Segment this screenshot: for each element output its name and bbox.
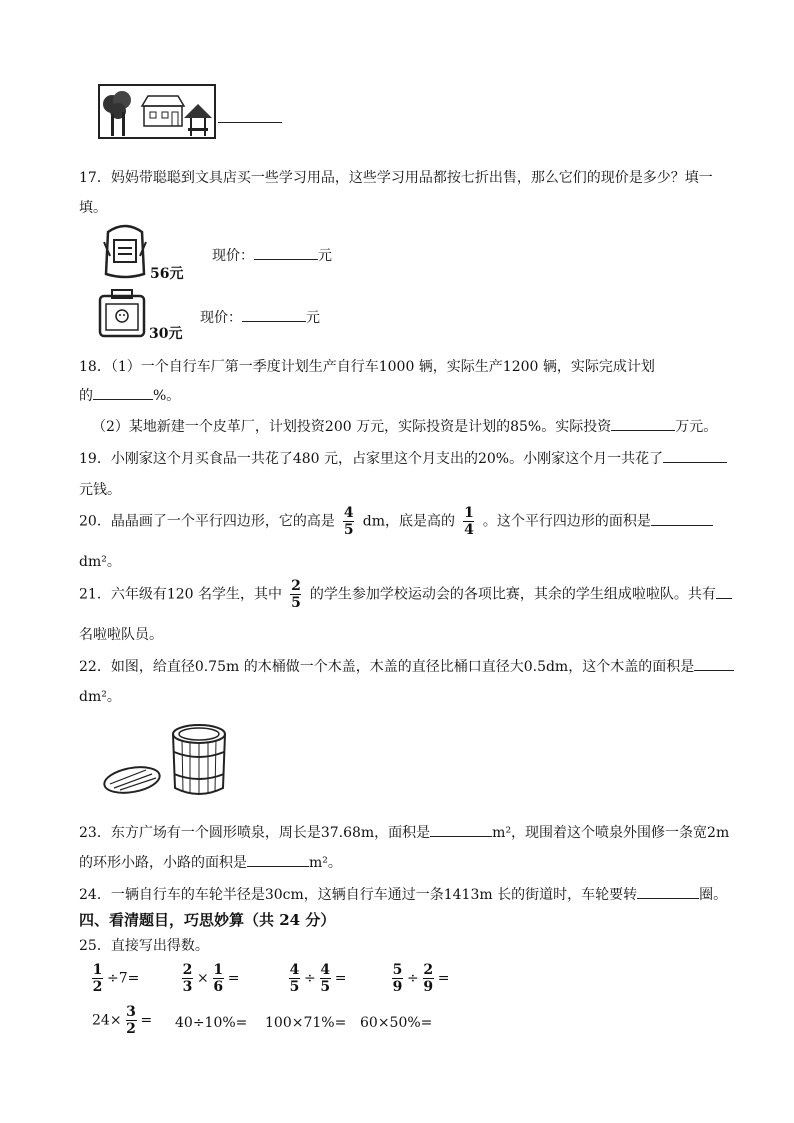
denominator: 3 <box>182 979 193 995</box>
fraction <box>126 1004 137 1037</box>
q20-line2: dm²。 <box>79 554 121 570</box>
numerator: 1 <box>92 962 103 978</box>
unit-label: 元 <box>306 310 320 326</box>
q24-line <box>79 884 727 904</box>
operator: × <box>197 970 209 987</box>
q22-line1 <box>79 656 734 676</box>
equals: = <box>334 970 347 987</box>
q23-pre: 23．东方广场有一个圆形喷泉，周长是37.68m，面积是 <box>79 825 431 841</box>
numerator: 3 <box>126 1004 136 1020</box>
numerator: 5 <box>392 962 403 978</box>
q23-line1 <box>79 822 729 842</box>
expression-6: 40÷10%= <box>175 1015 248 1031</box>
denominator: 5 <box>320 979 331 995</box>
fraction <box>343 505 354 538</box>
answer-blank[interactable] <box>254 245 318 260</box>
trees-house-pavilion-illustration <box>98 84 218 140</box>
item1-answer <box>212 245 332 265</box>
q23-line2 <box>79 852 342 872</box>
q21-line2: 名啦啦队员。 <box>79 627 163 643</box>
q21-post: 的学生参加学校运动会的各项比赛，其余的学生组成啦啦队。共有 <box>309 586 716 603</box>
operator: ÷ <box>407 970 419 987</box>
pencil-case-image <box>98 288 148 338</box>
price-label: 现价： <box>212 248 254 264</box>
denominator: 2 <box>126 1021 136 1037</box>
answer-blank[interactable] <box>242 307 306 322</box>
backpack-image <box>100 222 150 280</box>
q21-pre: 21．六年级有120 名学生，其中 <box>79 586 282 603</box>
fraction <box>289 962 300 995</box>
answer-blank[interactable] <box>430 822 492 837</box>
expression-pre: 24× <box>92 1012 122 1029</box>
answer-blank[interactable] <box>663 448 727 463</box>
expression-7: 100×71%= <box>265 1015 347 1031</box>
price-label: 现价： <box>200 310 242 326</box>
q20-mid: dm，底是高的 <box>362 513 455 530</box>
denominator: 9 <box>423 979 434 995</box>
q18-p1-post: %。 <box>153 388 181 404</box>
q17-text-line1: 17．妈妈带聪聪到文具店买一些学习用品，这些学习用品都按七折出售，那么它们的现价是多少？填一 <box>79 170 713 186</box>
expression-4 <box>388 962 449 995</box>
q18-part2 <box>92 416 717 436</box>
unit-label: 元 <box>318 248 332 264</box>
numerator: 4 <box>289 962 300 978</box>
q24-pre: 24．一辆自行车的车轮半径是30cm，这辆自行车通过一条1413m 长的街道时，车轮要转 <box>79 887 638 903</box>
answer-blank[interactable] <box>694 656 734 671</box>
denominator: 5 <box>289 979 300 995</box>
denominator: 9 <box>392 979 403 995</box>
q24-post: 圈。 <box>699 887 728 903</box>
q19-text: 19．小刚家这个月买食品一共花了480 元，占家里这个月支出的20%。小刚家这个月一共花了 <box>79 451 664 467</box>
q19-line1 <box>79 448 727 468</box>
fraction <box>392 962 403 995</box>
pencil-case-price: 30元 <box>149 326 183 342</box>
expression-2 <box>178 962 239 995</box>
q22-text: 22．如图，给直径0.75m 的木桶做一个木盖，木盖的直径比桶口直径大0.5dm，这个木盖的面积是 <box>79 659 695 675</box>
answer-blank[interactable] <box>716 584 732 599</box>
item2-answer <box>200 307 320 327</box>
expression-rest: ÷7= <box>107 970 140 987</box>
q18-part1-line2 <box>79 385 180 405</box>
numerator: 2 <box>182 962 193 978</box>
numerator: 1 <box>213 962 224 978</box>
denominator: 6 <box>213 979 224 995</box>
denominator: 2 <box>92 979 103 995</box>
q18-p2-post: 万元。 <box>675 419 718 435</box>
expression-3 <box>285 962 346 995</box>
q19-line2: 元钱。 <box>79 482 121 498</box>
answer-blank[interactable] <box>218 108 282 123</box>
q22-line2: dm²。 <box>79 689 121 705</box>
q18-p1-pre: 的 <box>79 388 93 404</box>
fraction <box>92 962 103 995</box>
expression-1 <box>88 962 139 995</box>
q23-line2-post: m²。 <box>309 855 342 871</box>
q20-post: 。这个平行四边形的面积是 <box>482 513 651 530</box>
fraction <box>320 962 331 995</box>
q20-line1 <box>79 505 713 538</box>
numerator: 2 <box>291 578 301 594</box>
answer-blank[interactable] <box>637 884 699 899</box>
section-heading: 四、看清题目，巧思妙算（共 24 分） <box>79 911 336 929</box>
numerator: 1 <box>464 505 474 521</box>
numerator: 4 <box>320 962 331 978</box>
numerator: 4 <box>343 505 354 521</box>
backpack-price: 56元 <box>150 266 184 282</box>
q21-line1 <box>79 578 732 611</box>
fraction <box>463 505 474 538</box>
fraction <box>423 962 434 995</box>
q18-part1-line1: 18．（1）一个自行车厂第一季度计划生产自行车1000 辆，实际生产1200 辆，实际完成计划 <box>79 359 655 375</box>
denominator: 4 <box>464 522 474 538</box>
answer-blank[interactable] <box>247 852 309 867</box>
fraction <box>290 578 301 611</box>
q20-pre: 20．晶晶画了一个平行四边形，它的高是 <box>79 513 335 530</box>
expression-5 <box>92 1004 152 1037</box>
numerator: 2 <box>423 962 434 978</box>
q23-line2-pre: 的环形小路，小路的面积是 <box>79 855 247 871</box>
denominator: 5 <box>343 522 354 538</box>
answer-blank[interactable] <box>93 385 153 400</box>
wooden-lid-image <box>102 764 162 796</box>
equals: = <box>437 970 450 987</box>
answer-blank[interactable] <box>611 416 675 431</box>
expression-8: 60×50%= <box>360 1015 433 1031</box>
operator: ÷ <box>304 970 316 987</box>
denominator: 5 <box>291 595 301 611</box>
q23-post: m²，现围着这个喷泉外围修一条宽2m <box>492 825 730 841</box>
wooden-barrel-image <box>170 722 228 800</box>
fraction <box>213 962 224 995</box>
answer-blank[interactable] <box>651 511 713 526</box>
q18-p2-pre: （2）某地新建一个皮革厂，计划投资200 万元，实际投资是计划的85%。实际投资 <box>92 419 612 435</box>
equals: = <box>227 970 240 987</box>
equals: = <box>140 1012 153 1029</box>
q17-text-line2: 填。 <box>79 200 107 216</box>
fraction <box>182 962 193 995</box>
q25-intro: 25．直接写出得数。 <box>79 938 209 954</box>
